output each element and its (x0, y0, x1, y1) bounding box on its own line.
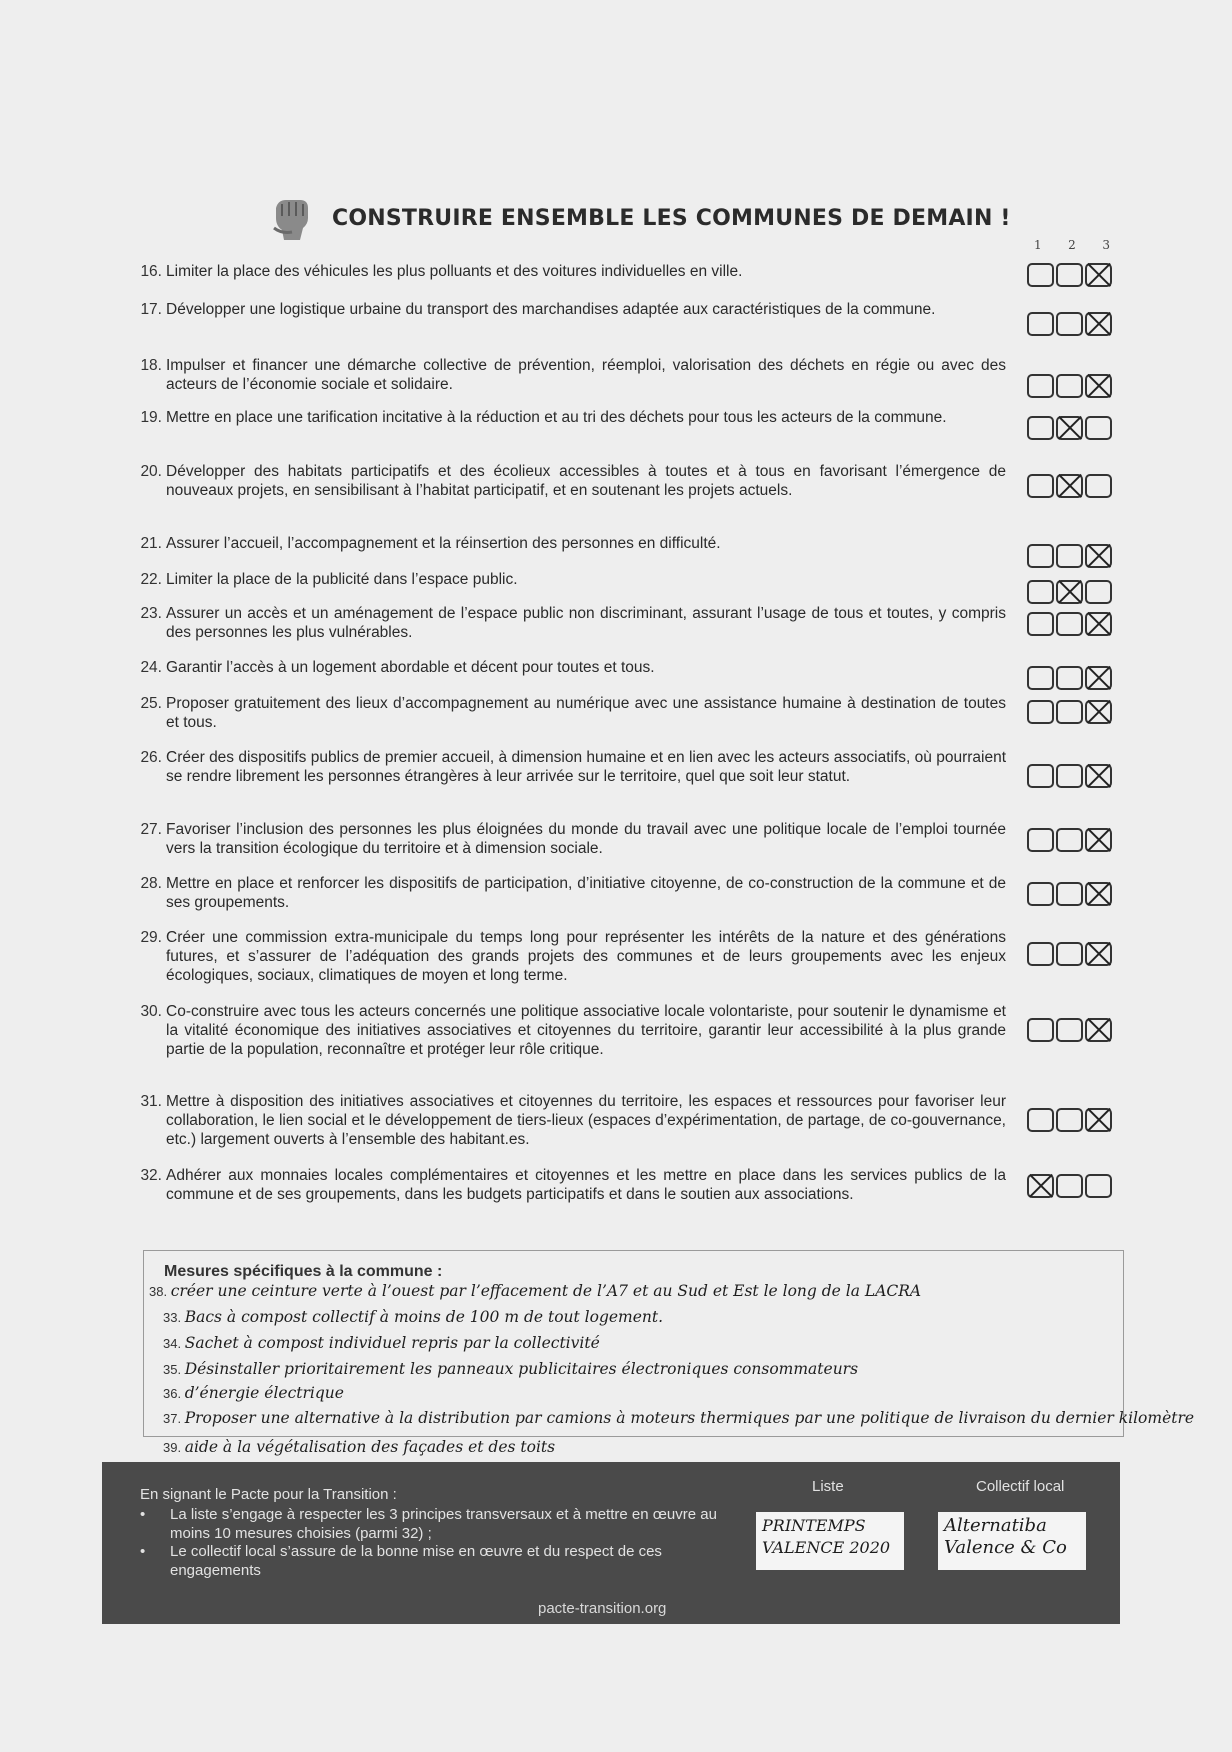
banner-bullet: • La liste s’engage à respecter les 3 principes transversaux et à mettre en œuvre au moins 10 mesures choisies (parmi 32) ; (140, 1506, 720, 1543)
priority-checkbox-2[interactable] (1056, 544, 1083, 568)
measure-text: Mettre à disposition des initiatives associatives et citoyennes du territoire, les espaces et ressources pour favoriser leur collaboration, le lien social et le développement de tiers-lieux (espaces d’expérimentation, de partage, de co-gouvernance, etc.) largement ouverts à l’ensemble des habitant.es. (166, 1093, 1006, 1148)
measure-text: Créer une commission extra-municipale du temps long pour représenter les intérêts de la nature et des générations futures, et s’assurer de l’adéquation des grands projets des communes et de leurs groupements avec les enjeux écologiques, sociaux, climatiques de moyen et long terme. (166, 929, 1006, 984)
measure-number: 19. (140, 409, 162, 426)
priority-checkboxes (1027, 544, 1112, 568)
priority-checkboxes (1027, 312, 1112, 336)
priority-checkbox-2[interactable] (1056, 1018, 1083, 1042)
column-headers (1034, 238, 1110, 252)
measure-number: 38. (149, 1284, 168, 1299)
measure-line (163, 1360, 858, 1378)
measure-number: 18. (140, 357, 162, 374)
priority-checkbox-3[interactable] (1085, 416, 1112, 440)
banner-bullet: • Le collectif local s’assure de la bonne mise en œuvre et du respect de ces engagements (140, 1543, 720, 1580)
priority-checkbox-1[interactable] (1027, 416, 1054, 440)
collectif-label: Collectif local (976, 1478, 1065, 1495)
priority-checkbox-3[interactable] (1085, 580, 1112, 604)
measure-text: Développer une logistique urbaine du transport des marchandises adaptée aux caractéristiques de la commune. (166, 301, 936, 318)
footer-url: pacte-transition.org (538, 1600, 667, 1617)
priority-checkbox-3[interactable] (1085, 1018, 1112, 1042)
priority-checkbox-3[interactable] (1085, 764, 1112, 788)
priority-checkbox-2[interactable] (1056, 666, 1083, 690)
priority-checkbox-2[interactable] (1056, 942, 1083, 966)
priority-checkbox-3[interactable] (1085, 666, 1112, 690)
priority-checkbox-2[interactable] (1056, 312, 1083, 336)
measure-number: 36. (163, 1386, 182, 1401)
priority-checkbox-2[interactable] (1056, 882, 1083, 906)
priority-checkbox-1[interactable] (1027, 580, 1054, 604)
measure-number: 30. (140, 1003, 162, 1020)
specific-measures-heading: Mesures spécifiques à la commune : (164, 1263, 443, 1280)
measure-number: 35. (163, 1362, 182, 1377)
measure-number: 37. (163, 1411, 182, 1426)
column-header-2: 2 (1068, 238, 1076, 252)
collectif-signature-line: Alternatiba (944, 1515, 1047, 1536)
measure-handwritten-text: Désinstaller prioritairement les panneaux publicitaires électroniques consommateurs (184, 1360, 859, 1378)
priority-checkbox-1[interactable] (1027, 374, 1054, 398)
measure-line (149, 1282, 921, 1300)
measure-line (163, 1334, 600, 1352)
priority-checkbox-3[interactable] (1085, 374, 1112, 398)
measure-number: 23. (140, 605, 162, 622)
measure-text: Assurer un accès et un aménagement de l’espace public non discriminant, assurant l’usage de tous et toutes, y compris des personnes les plus vulnérables. (166, 605, 1006, 641)
measure-number: 29. (140, 929, 162, 946)
collectif-signature-box (938, 1512, 1086, 1570)
priority-checkboxes (1027, 1174, 1112, 1198)
measure-handwritten-text: créer une ceinture verte à l’ouest par l’effacement de l’A7 et au Sud et Est le long de la LACRA (170, 1282, 922, 1300)
priority-checkbox-2[interactable] (1056, 700, 1083, 724)
priority-checkboxes (1027, 263, 1112, 287)
priority-checkbox-3[interactable] (1085, 1108, 1112, 1132)
priority-checkboxes (1027, 828, 1112, 852)
measure-handwritten-text: Sachet à compost individuel repris par la collectivité (184, 1334, 600, 1352)
measure-number: 28. (140, 875, 162, 892)
measure-line-extra (163, 1438, 555, 1456)
priority-checkboxes (1027, 374, 1112, 398)
measure-number: 17. (140, 301, 162, 318)
measure-number: 20. (140, 463, 162, 480)
measure-text: Mettre en place et renforcer les dispositifs de participation, d’initiative citoyenne, de co-construction de la commune et de ses groupements. (166, 875, 1006, 911)
priority-checkbox-2[interactable] (1056, 1108, 1083, 1132)
priority-checkbox-1[interactable] (1027, 263, 1054, 287)
priority-checkbox-3[interactable] (1085, 263, 1112, 287)
priority-checkbox-1[interactable] (1027, 474, 1054, 498)
measure-number: 22. (140, 571, 162, 588)
priority-checkbox-3[interactable] (1085, 942, 1112, 966)
measure-handwritten-text: d’énergie électrique (184, 1384, 344, 1402)
priority-checkbox-2[interactable] (1056, 764, 1083, 788)
measure-number: 25. (140, 695, 162, 712)
measure-handwritten-text: Bacs à compost collectif à moins de 100 m de tout logement. (184, 1308, 664, 1326)
priority-checkbox-2[interactable] (1056, 828, 1083, 852)
priority-checkboxes (1027, 474, 1112, 498)
banner-bullets (140, 1506, 720, 1580)
specific-measures-box (143, 1250, 1195, 1437)
priority-checkboxes (1027, 666, 1112, 690)
priority-checkbox-1[interactable] (1027, 942, 1054, 966)
priority-checkbox-2[interactable] (1056, 612, 1083, 636)
measure-text: Adhérer aux monnaies locales complémentaires et citoyennes et les mettre en place dans les services publics de la commune et de ses groupements, dans les budgets participatifs et dans le soutien aux associations. (166, 1167, 1006, 1203)
fist-logo-icon (262, 188, 322, 248)
measure-number: 21. (140, 535, 162, 552)
measure-number: 39. (163, 1440, 182, 1455)
measure-text: Limiter la place des véhicules les plus polluants et des voitures individuelles en ville. (166, 263, 743, 280)
column-header-3: 3 (1102, 238, 1110, 252)
list-signature-box (756, 1512, 904, 1570)
priority-checkbox-3[interactable] (1085, 474, 1112, 498)
priority-checkbox-1[interactable] (1027, 882, 1054, 906)
measure-text: Limiter la place de la publicité dans l’espace public. (166, 571, 518, 588)
priority-checkbox-1[interactable] (1027, 828, 1054, 852)
priority-checkboxes (1027, 700, 1112, 724)
signature-banner (102, 1462, 1120, 1624)
priority-checkbox-2[interactable] (1056, 1174, 1083, 1198)
measure-text: Développer des habitats participatifs et des écolieux accessibles à toutes et à tous en favorisant l’émergence de nouveaux projets, en sensibilisant à l’habitat participatif, et en soutenant les projets actuels. (166, 463, 1006, 499)
priority-checkbox-3[interactable] (1085, 544, 1112, 568)
measure-handwritten-text: Proposer une alternative à la distribution par camions à moteurs thermiques par une politique de livraison du dernier kilomètre (184, 1409, 1195, 1427)
measure-text: Impulser et financer une démarche collective de prévention, réemploi, valorisation des déchets en régie ou avec des acteurs de l’économie sociale et solidaire. (166, 357, 1006, 393)
priority-checkbox-1[interactable] (1027, 544, 1054, 568)
priority-checkbox-3[interactable] (1085, 312, 1112, 336)
column-header-1: 1 (1034, 238, 1042, 252)
measure-line (163, 1409, 1194, 1427)
list-label: Liste (812, 1478, 844, 1495)
measure-line (163, 1384, 344, 1402)
priority-checkboxes (1027, 764, 1112, 788)
priority-checkbox-1[interactable] (1027, 312, 1054, 336)
priority-checkbox-1[interactable] (1027, 612, 1054, 636)
banner-intro: En signant le Pacte pour la Transition : (140, 1486, 397, 1503)
priority-checkbox-3[interactable] (1085, 700, 1112, 724)
priority-checkbox-1[interactable] (1027, 1174, 1054, 1198)
measure-number: 34. (163, 1336, 182, 1351)
priority-checkbox-1[interactable] (1027, 666, 1054, 690)
measure-line (163, 1308, 663, 1326)
priority-checkbox-3[interactable] (1085, 612, 1112, 636)
title-text: CONSTRUIRE ENSEMBLE LES COMMUNES DE DEMAIN ! (332, 205, 1011, 231)
priority-checkboxes (1027, 416, 1112, 440)
priority-checkbox-2[interactable] (1056, 416, 1083, 440)
measure-text: Favoriser l’inclusion des personnes les plus éloignées du monde du travail avec une politique locale de l’emploi tournée vers la transition écologique du territoire et à dimension sociale. (166, 821, 1006, 857)
priority-checkbox-3[interactable] (1085, 828, 1112, 852)
list-signature-line: VALENCE 2020 (762, 1538, 891, 1557)
collectif-signature-line: Valence & Co (944, 1537, 1067, 1558)
page-title (262, 188, 1011, 248)
priority-checkboxes (1027, 942, 1112, 966)
measure-handwritten-text: aide à la végétalisation des façades et des toits (184, 1438, 556, 1456)
measure-number: 16. (140, 263, 162, 280)
priority-checkbox-3[interactable] (1085, 882, 1112, 906)
list-signature-line: PRINTEMPS (762, 1516, 866, 1535)
measure-text: Co-construire avec tous les acteurs concernés une politique associative locale volontariste, pour soutenir le dynamisme et la vitalité économique des initiatives associatives et citoyennes du territoire, garantir leur accessibilité à la plus grande partie de la population, reconnaître et protéger leur rôle critique. (166, 1003, 1006, 1058)
priority-checkboxes (1027, 1018, 1112, 1042)
measure-number: 31. (140, 1093, 162, 1110)
priority-checkboxes (1027, 882, 1112, 906)
measure-number: 27. (140, 821, 162, 838)
priority-checkbox-2[interactable] (1056, 580, 1083, 604)
priority-checkbox-1[interactable] (1027, 1018, 1054, 1042)
priority-checkbox-1[interactable] (1027, 1108, 1054, 1132)
priority-checkbox-2[interactable] (1056, 263, 1083, 287)
measure-number: 26. (140, 749, 162, 766)
measure-number: 32. (140, 1167, 162, 1184)
priority-checkboxes (1027, 612, 1112, 636)
measure-number: 24. (140, 659, 162, 676)
measure-text: Proposer gratuitement des lieux d’accompagnement au numérique avec une assistance humaine à destination de toutes et tous. (166, 695, 1006, 731)
measure-text: Mettre en place une tarification incitative à la réduction et au tri des déchets pour tous les acteurs de la commune. (166, 409, 947, 426)
priority-checkbox-2[interactable] (1056, 374, 1083, 398)
measure-number: 33. (163, 1310, 182, 1325)
priority-checkboxes (1027, 580, 1112, 604)
priority-checkboxes (1027, 1108, 1112, 1132)
priority-checkbox-3[interactable] (1085, 1174, 1112, 1198)
priority-checkbox-2[interactable] (1056, 474, 1083, 498)
measure-text: Assurer l’accueil, l’accompagnement et la réinsertion des personnes en difficulté. (166, 535, 721, 552)
priority-checkbox-1[interactable] (1027, 764, 1054, 788)
priority-checkbox-1[interactable] (1027, 700, 1054, 724)
measure-text: Créer des dispositifs publics de premier accueil, à dimension humaine et en lien avec les acteurs associatifs, où pourraient se rendre librement les personnes étrangères à leur arrivée sur le territoire, quel que soit leur statut. (166, 749, 1007, 785)
measure-text: Garantir l’accès à un logement abordable et décent pour toutes et tous. (166, 659, 655, 676)
